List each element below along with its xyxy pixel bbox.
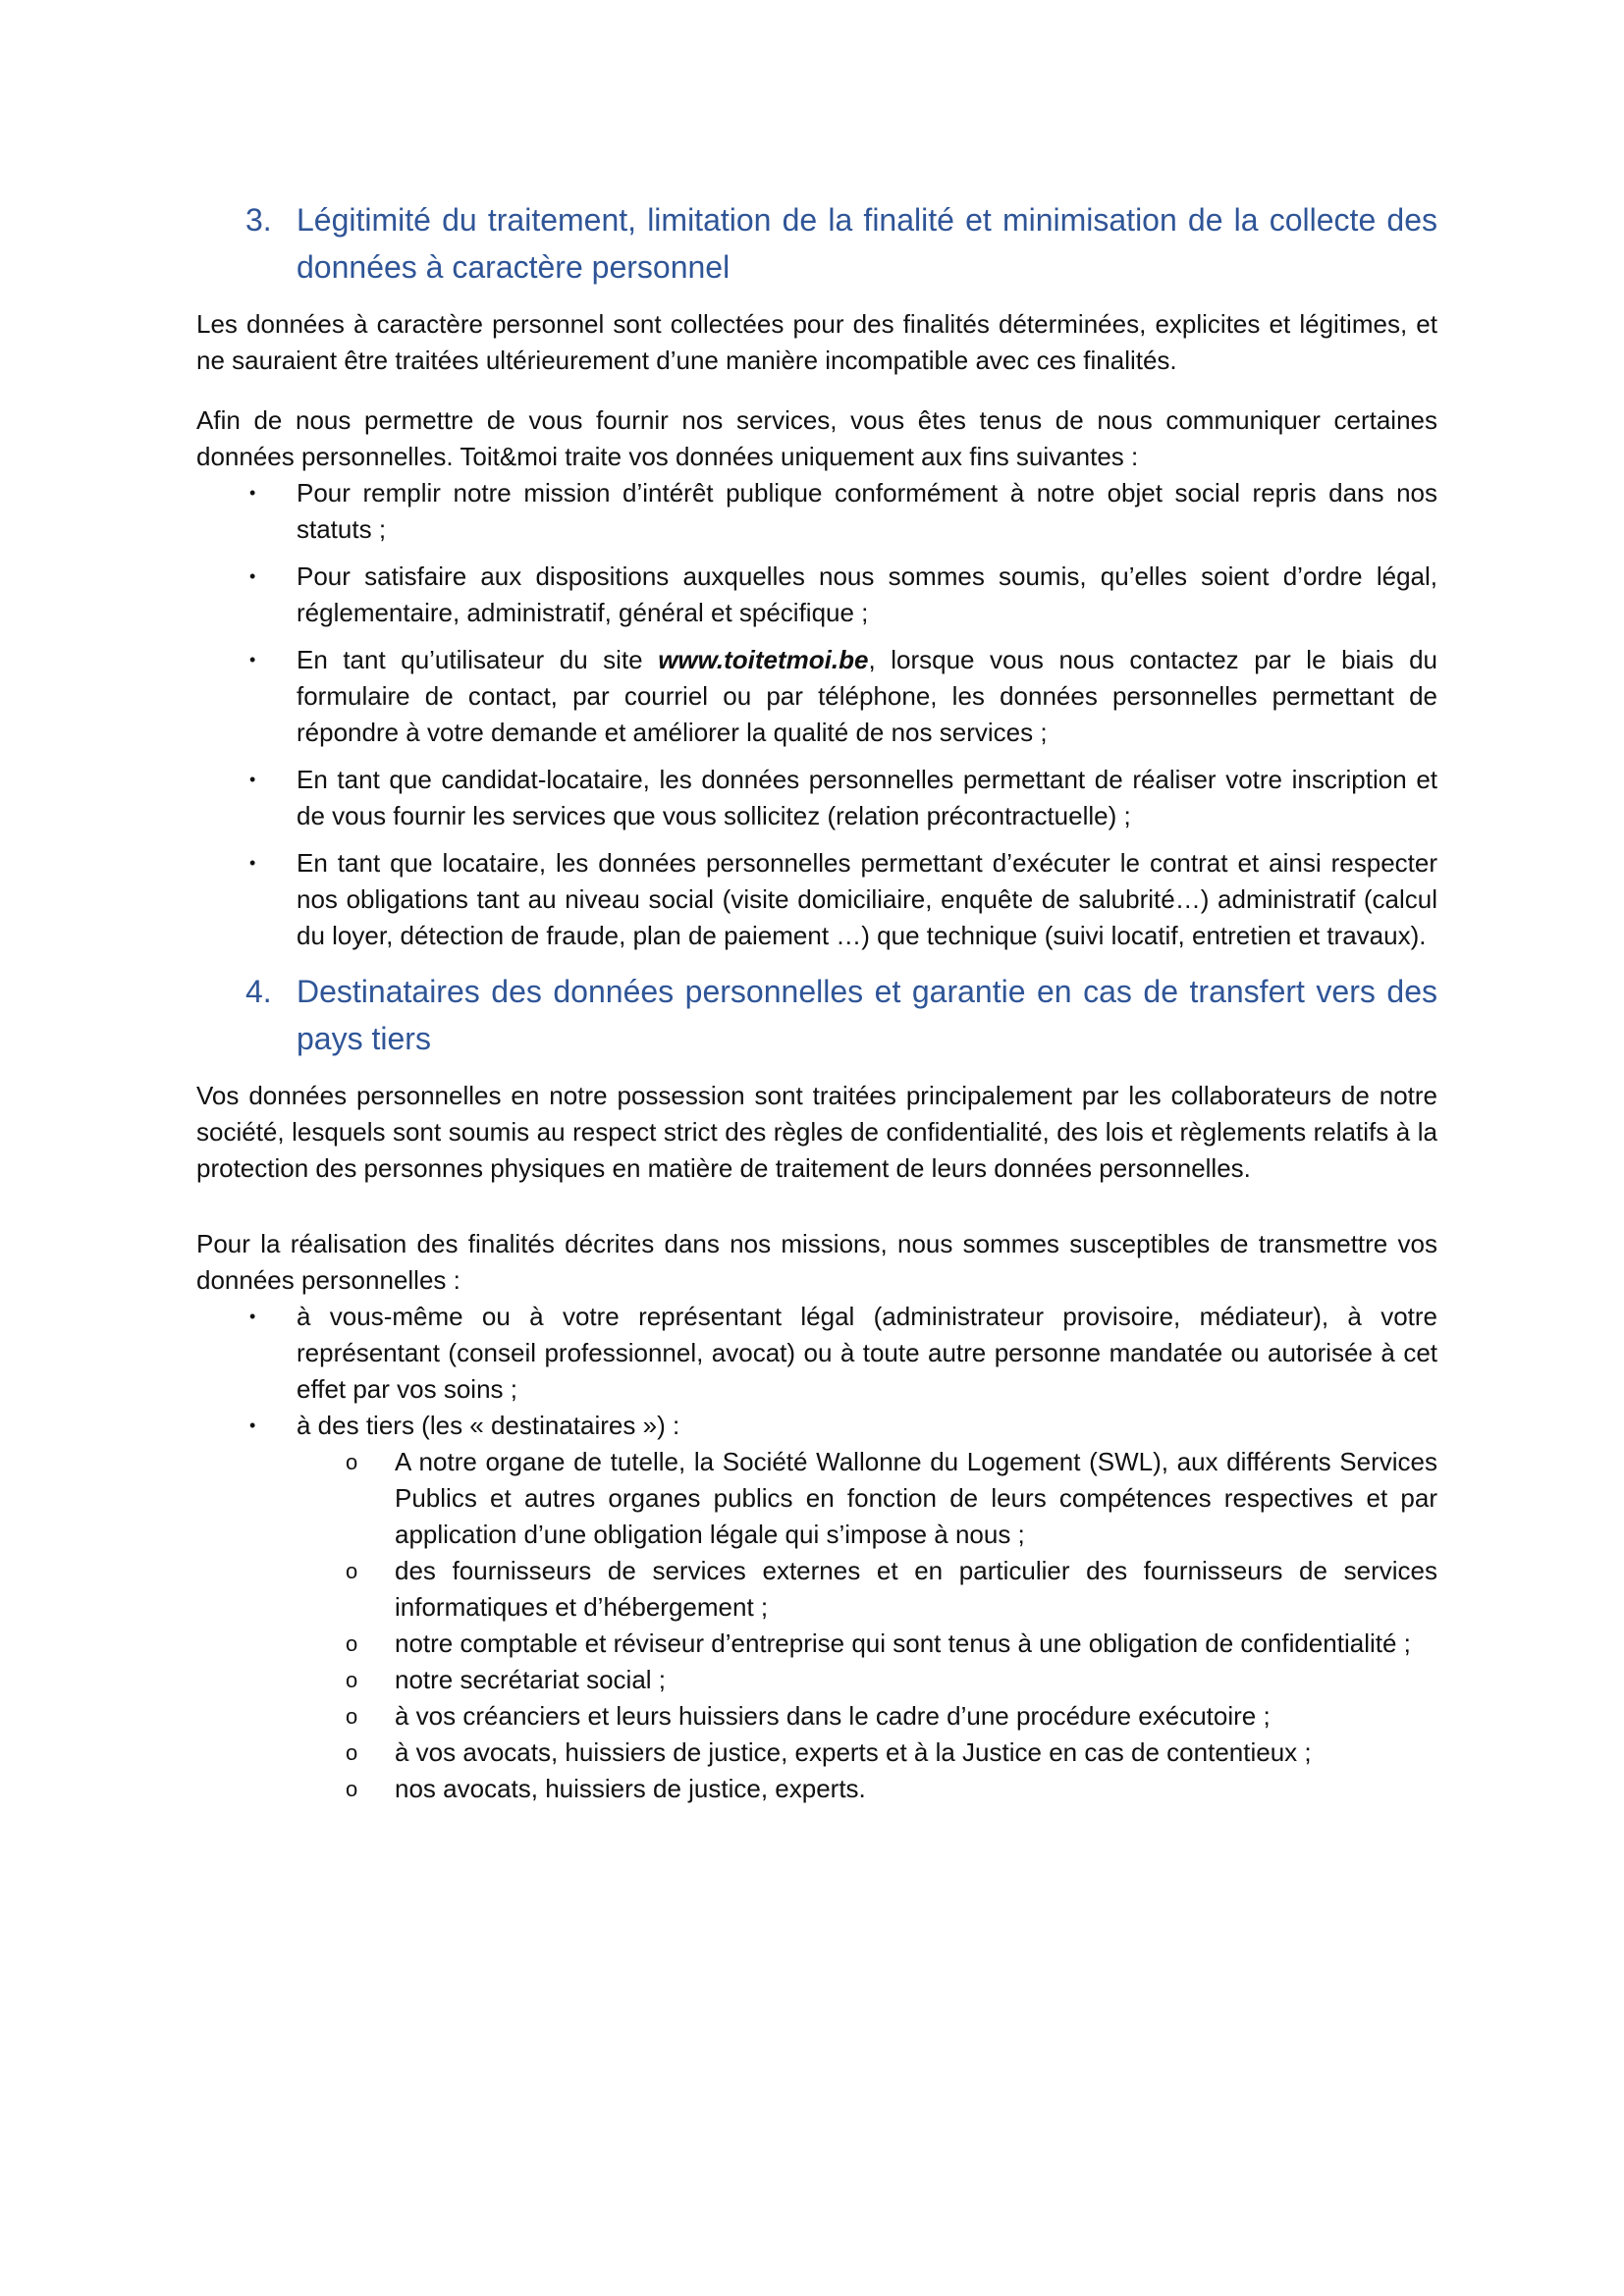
circle-bullet-icon: o — [346, 1668, 358, 1692]
document-page — [196, 196, 1437, 1807]
circle-bullet-icon: o — [346, 1777, 358, 1801]
bullet-icon: • — [249, 483, 256, 503]
list-item-text: A notre organe de tutelle, la Société Wallonne du Logement (SWL), aux différents Services Publics et autres organes publics en fonction de leurs compétences respectives et par application d’une obligation légale qui s’impose à nous ; — [395, 1447, 1437, 1549]
list-item-text-prefix: En tant qu’utilisateur du site — [297, 645, 659, 674]
circle-bullet-icon: o — [346, 1559, 358, 1583]
list-item — [196, 1299, 1437, 1408]
circle-bullet-icon: o — [346, 1740, 358, 1765]
section-4-title: Destinataires des données personnelles et garantie en cas de transfert vers des pays tiers — [297, 974, 1437, 1056]
list-item — [196, 1408, 1437, 1444]
bullet-icon: • — [249, 853, 256, 873]
website-link[interactable]: www.toitetmoi.be — [658, 645, 869, 674]
list-item-text: notre comptable et réviseur d’entreprise qui sont tenus à une obligation de confidentialité ; — [395, 1629, 1411, 1658]
list-item — [196, 1553, 1437, 1626]
list-item — [196, 1626, 1437, 1662]
list-item — [196, 1444, 1437, 1553]
section-3-purpose-list — [196, 475, 1437, 954]
list-item-text: à vos avocats, huissiers de justice, experts et à la Justice en cas de contentieux ; — [395, 1737, 1312, 1767]
bullet-icon: • — [249, 1415, 256, 1435]
list-item — [196, 1771, 1437, 1807]
bullet-icon: • — [249, 770, 256, 789]
list-item-text: à vous-même ou à votre représentant légal (administrateur provisoire, médiateur), à votre représentant (conseil professionnel, avocat) ou à toute autre personne mandatée ou autorisée à cet effet par vos soins ; — [297, 1302, 1437, 1404]
list-item-text — [297, 642, 1437, 751]
circle-bullet-icon: o — [346, 1704, 358, 1729]
list-item — [196, 762, 1437, 834]
list-item — [196, 1662, 1437, 1698]
list-item-text: En tant que candidat-locataire, les données personnelles permettant de réaliser votre inscription et de vous fournir les services que vous sollicitez (relation précontractuelle) ; — [297, 765, 1437, 830]
section-3-paragraph-2: Afin de nous permettre de vous fournir nos services, vous êtes tenus de nous communiquer certaines données personnelles. Toit&moi traite vos données uniquement aux fins suivantes : — [196, 405, 1437, 471]
list-item-text: nos avocats, huissiers de justice, experts. — [395, 1774, 866, 1803]
list-item-text: Pour remplir notre mission d’intérêt publique conformément à notre objet social repris dans nos statuts ; — [297, 478, 1437, 544]
bullet-icon: • — [249, 650, 256, 669]
section-3-heading — [196, 196, 1437, 291]
section-4-number: 4. — [245, 974, 272, 1009]
list-item — [196, 642, 1437, 751]
list-item-text: notre secrétariat social ; — [395, 1665, 667, 1694]
circle-bullet-icon: o — [346, 1631, 358, 1656]
bullet-icon: • — [249, 1307, 256, 1326]
list-item — [196, 475, 1437, 548]
list-item-text: En tant que locataire, les données personnelles permettant d’exécuter le contrat et ainsi respecter nos obligations tant au niveau social (visite domiciliaire, enquête de salubrité…) administratif (calcul du loyer, détection de fraude, plan de paiement …) que technique (suivi locatif, entretien et travaux). — [297, 848, 1437, 950]
list-item-text: à vos créanciers et leurs huissiers dans le cadre d’une procédure exécutoire ; — [395, 1701, 1271, 1731]
section-4-paragraph-2: Pour la réalisation des finalités décrites dans nos missions, nous sommes susceptibles de transmettre vos données personnelles : — [196, 1229, 1437, 1295]
circle-bullet-icon: o — [346, 1450, 358, 1474]
list-item — [196, 559, 1437, 631]
list-item-text: des fournisseurs de services externes et en particulier des fournisseurs de services informatiques et d’hébergement ; — [395, 1556, 1437, 1622]
third-party-recipient-list — [196, 1444, 1437, 1807]
list-item-text-suffix: , lorsque vous nous contactez par le biais du formulaire de contact, par courriel ou par téléphone, les données personnelles permettant de répondre à votre demande et améliorer la qualité de nos services ; — [297, 645, 1437, 747]
list-item — [196, 845, 1437, 954]
list-item — [196, 1735, 1437, 1771]
list-item — [196, 1698, 1437, 1735]
section-3-title: Légitimité du traitement, limitation de la finalité et minimisation de la collecte des données à caractère personnel — [297, 202, 1437, 285]
section-4-heading — [196, 968, 1437, 1062]
section-4-paragraph-1: Vos données personnelles en notre possession sont traitées principalement par les collaborateurs de notre société, lesquels sont soumis au respect strict des règles de confidentialité, des lois et règlements relatifs à la protection des personnes physiques en matière de traitement de leurs données personnelles. — [196, 1081, 1437, 1183]
list-item-text: à des tiers (les « destinataires ») : — [297, 1411, 680, 1440]
bullet-icon: • — [249, 566, 256, 586]
section-4-recipient-list — [196, 1299, 1437, 1444]
section-3-number: 3. — [245, 202, 272, 238]
list-item-text: Pour satisfaire aux dispositions auxquelles nous sommes soumis, qu’elles soient d’ordre légal, réglementaire, administratif, général et spécifique ; — [297, 561, 1437, 627]
section-3-paragraph-1: Les données à caractère personnel sont collectées pour des finalités déterminées, explicites et légitimes, et ne sauraient être traitées ultérieurement d’une manière incompatible avec ces finalités. — [196, 309, 1437, 375]
